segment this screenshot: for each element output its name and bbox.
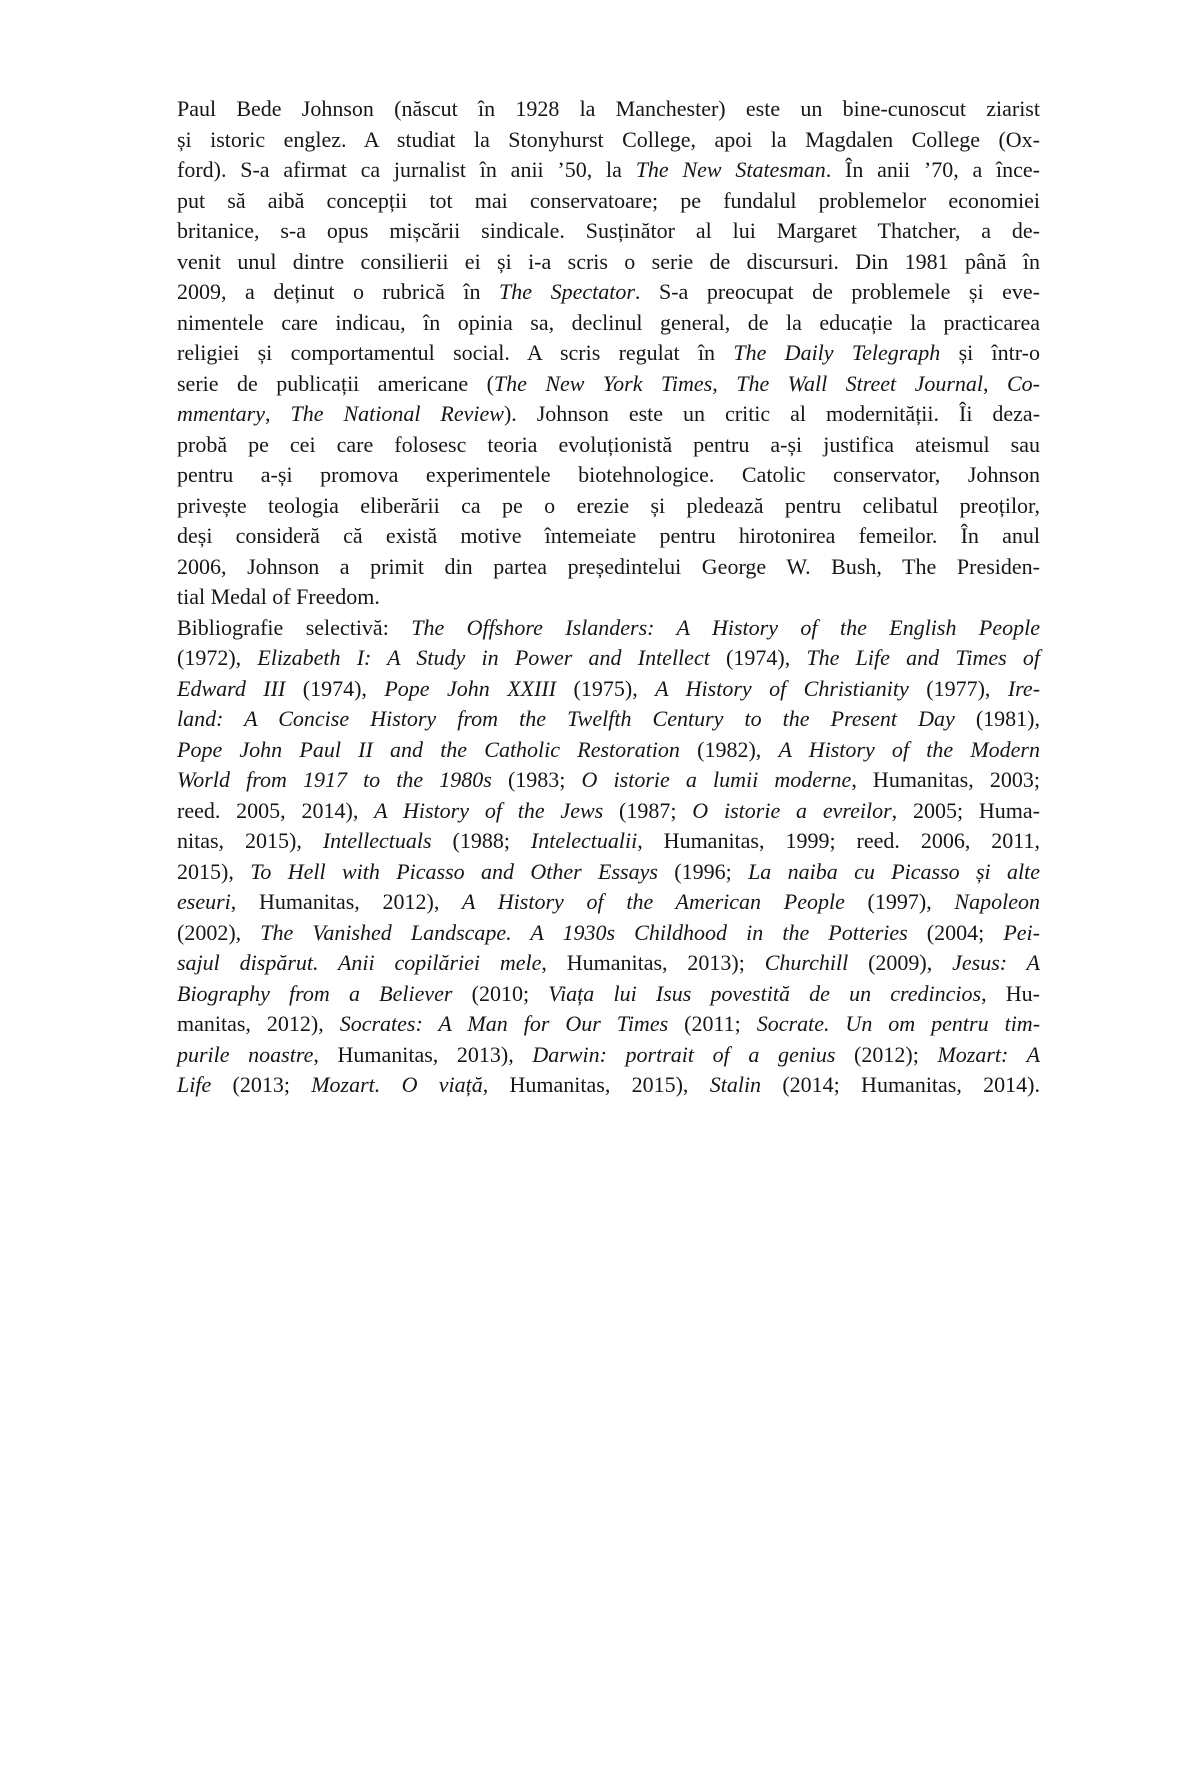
italic-title-text: Biography from a Believer [177,980,453,1006]
text-segment: , Hu- [981,980,1040,1006]
italic-title-text: Edward III [177,675,286,701]
italic-title-text: A History of the Jews [374,797,604,823]
italic-title-text: Socrate. Un om pentru tim- [756,1011,1041,1036]
italic-title-text: land: A Concise History from the Twelfth Century to the Present Day [177,706,955,731]
text-segment: deși consideră că există motive întemeiate pentru hirotonirea femeilor. În anul [177,523,1040,548]
text-line [177,369,1040,400]
text-segment: (1975), [556,675,656,701]
text-line [177,796,1040,827]
document-body [177,94,1040,1101]
italic-title-text: The Vanished Landscape. A 1930s Childhood in the Potteries [260,919,908,945]
italic-title-text: Ire- [1007,675,1041,701]
italic-title-text: eseuri [177,889,231,914]
text-segment: , Humanitas, 2003; [851,767,1040,792]
text-segment: ford). S-a afirmat ca jurnalist în anii ’50, la [177,157,636,182]
text-segment: (2010; [452,980,549,1006]
italic-title-text: Life [177,1072,212,1097]
text-segment: Bibliografie selectivă: [177,614,412,640]
text-line [177,338,1040,369]
text-segment: (1987; [603,797,693,823]
text-segment: (1997), [844,889,955,914]
text-segment: (1972), [177,645,258,670]
text-segment: , Humanitas, 2015), [482,1072,710,1097]
text-line [177,247,1040,278]
italic-title-text: O istorie a lumii moderne [581,767,852,792]
italic-title-text: Intellectuals [322,828,432,853]
italic-title-text: The Daily Telegraph [733,340,941,365]
text-line [177,491,1040,522]
italic-title-text: Stalin [709,1072,762,1097]
text-segment: tial Medal of Freedom. [177,584,380,609]
italic-title-text: Pope John Paul II and the Catholic Restoration [177,736,680,762]
text-line [177,460,1040,491]
text-segment: Paul Bede Johnson (născut în 1928 la Manchester) este un bine-cunoscut ziarist [177,96,1040,121]
italic-title-text: O istorie a evreilor [692,797,892,823]
italic-title-text: Mozart. O viață [311,1072,483,1097]
text-segment: , Humanitas, 2012), [230,889,463,914]
text-segment: manitas, 2012), [177,1011,340,1036]
text-segment: , Humanitas, 1999; reed. 2006, 2011, [637,828,1040,853]
text-segment: , [983,370,1007,396]
text-line [177,674,1040,705]
italic-title-text: World from 1917 to the 1980s [177,767,492,792]
italic-title-text: A History of the Modern [778,736,1040,762]
text-segment: britanice, s-a opus mișcării sindicale. Susținător al lui Margaret Thatcher, a de- [177,218,1040,243]
text-line [177,430,1040,461]
italic-title-text: The New Statesman [635,157,826,182]
italic-title-text: Elizabeth I: A Study in Power and Intellect [257,645,710,670]
text-line [177,1040,1040,1071]
italic-title-text: Socrates: A Man for Our Times [339,1011,669,1036]
text-line [177,857,1040,888]
italic-title-text: Churchill [764,950,849,975]
text-segment: (2009), [848,950,953,975]
text-segment: , [264,401,291,426]
text-segment: ). Johnson este un critic al modernității. Îi deza- [503,401,1041,426]
text-line [177,1070,1040,1101]
text-line [177,613,1040,644]
italic-title-text: Napoleon [954,889,1040,914]
text-segment: (1974), [285,675,385,701]
text-segment: 2009, a deținut o rubrică în [177,279,500,304]
biography-paragraph [177,94,1040,613]
text-line [177,186,1040,217]
italic-title-text: Darwin: portrait of a genius [532,1041,836,1067]
italic-title-text: Co- [1007,370,1040,396]
italic-title-text: The Wall Street Journal [736,370,984,396]
text-segment: privește teologia eliberării ca pe o erezie și pledează pentru celibatul preoților, [177,492,1040,518]
text-segment: serie de publicații americane ( [177,370,494,396]
text-line [177,887,1040,918]
text-segment: , 2005; Huma- [891,797,1041,823]
italic-title-text: A History of Christianity [655,675,909,701]
text-line [177,582,1040,613]
text-segment: venit unul dintre consilierii ei și i-a scris o serie de discursuri. Din 1981 până în [177,248,1040,274]
text-line [177,918,1040,949]
text-line [177,765,1040,796]
italic-title-text: Jesus: A [952,950,1040,975]
text-segment: put să aibă concepții tot mai conservatoare; pe fundalul problemelor economiei [177,187,1040,213]
italic-title-text: Intelectualii [530,828,638,853]
text-line [177,308,1040,339]
italic-title-text: purile noastre [177,1041,314,1067]
text-line [177,979,1040,1010]
bibliography-paragraph [177,613,1040,1101]
text-segment: nitas, 2015), [177,828,323,853]
italic-title-text: The Life and Times of [806,645,1041,670]
text-line [177,826,1040,857]
text-segment: (1981), [954,706,1040,731]
text-segment: (2002), [177,919,261,945]
italic-title-text: mmentary [177,401,265,426]
text-segment: (1974), [709,645,807,670]
text-line [177,399,1040,430]
text-line [177,94,1040,125]
text-segment: (1996; [657,858,749,884]
text-line [177,552,1040,583]
text-segment: (1977), [908,675,1008,701]
text-segment: și istoric englez. A studiat la Stonyhurst College, apoi la Magdalen College (Ox- [177,126,1040,152]
text-line [177,277,1040,308]
text-segment: 2006, Johnson a primit din partea președintelui George W. Bush, The Presiden- [177,553,1040,579]
italic-title-text: The New York Times [493,370,713,396]
italic-title-text: Mozart: A [937,1041,1041,1067]
text-segment: (2011; [668,1011,757,1036]
text-line [177,216,1040,247]
text-segment: nimentele care indicau, în opinia sa, declinul general, de la educație la practicarea [177,309,1040,335]
text-segment: (2012); [835,1041,938,1067]
text-segment: . S-a preocupat de problemele și eve- [634,279,1040,304]
italic-title-text: Pei- [1003,919,1040,945]
text-line [177,948,1040,979]
text-segment: . În anii ’70, a înce- [825,157,1040,182]
italic-title-text: The National Review [290,401,504,426]
text-segment: , Humanitas, 2013); [541,950,765,975]
text-segment: pentru a-și promova experimentele biotehnologice. Catolic conservator, Johnson [177,462,1040,487]
text-line [177,643,1040,674]
text-segment: reed. 2005, 2014), [177,797,375,823]
text-line [177,125,1040,156]
italic-title-text: The Spectator [499,279,635,304]
italic-title-text: sajul dispărut. Anii copilăriei mele [177,950,542,975]
text-line [177,155,1040,186]
text-line [177,1009,1040,1040]
text-segment: și într-o [940,340,1040,365]
text-segment: religiei și comportamentul social. A scris regulat în [177,340,734,365]
italic-title-text: La naiba cu Picasso și alte [748,858,1041,884]
text-line [177,521,1040,552]
italic-title-text: A History of the American People [462,889,845,914]
text-segment: (2004; [907,919,1004,945]
italic-title-text: To Hell with Picasso and Other Essays [250,858,658,884]
text-segment: 2015), [177,858,251,884]
italic-title-text: Viața lui Isus povestită de un credincios [548,980,982,1006]
text-line [177,704,1040,735]
text-segment: (1982), [679,736,779,762]
text-segment: probă pe cei care folosesc teoria evoluționistă pentru a-și justifica ateismul sau [177,431,1040,457]
text-line [177,735,1040,766]
text-segment: , [712,370,737,396]
text-segment: (1988; [431,828,531,853]
text-segment: (1983; [491,767,582,792]
italic-title-text: Pope John XXIII [384,675,557,701]
text-segment: (2014; Humanitas, 2014). [761,1072,1040,1097]
text-segment: (2013; [211,1072,312,1097]
italic-title-text: The Offshore Islanders: A History of the English People [411,614,1040,640]
text-segment: , Humanitas, 2013), [313,1041,533,1067]
